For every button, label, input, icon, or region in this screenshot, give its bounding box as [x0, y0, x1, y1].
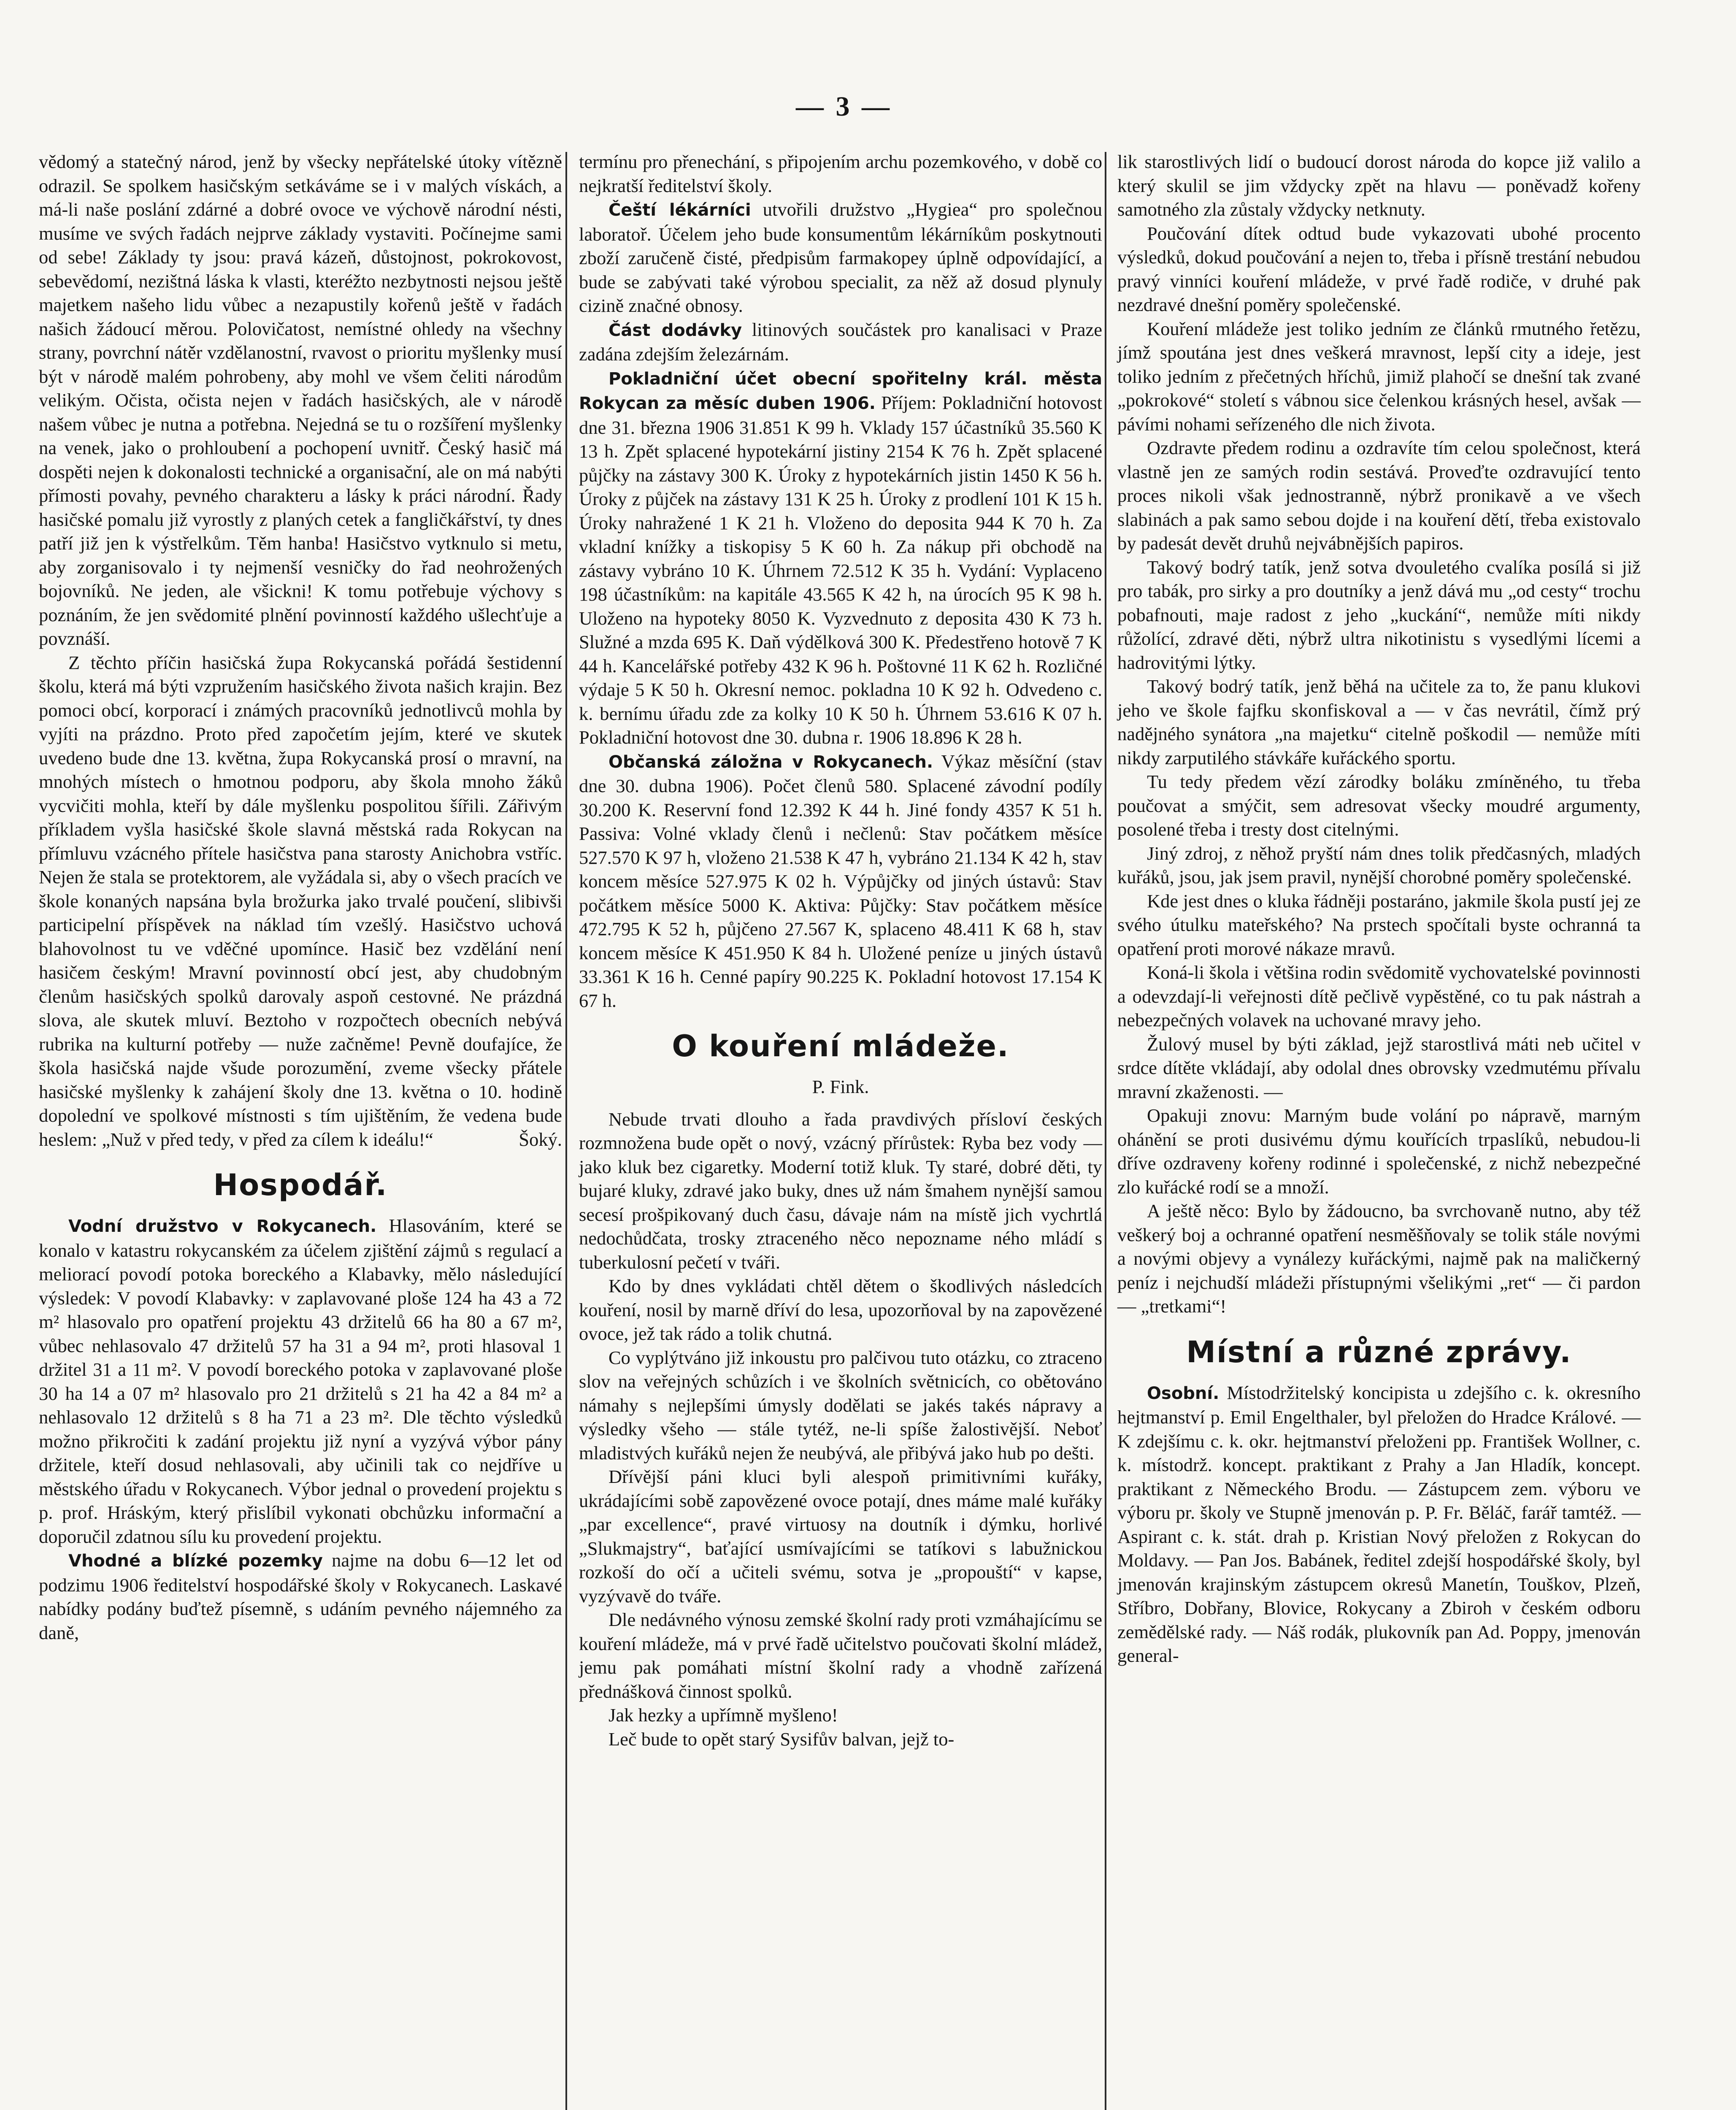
news-text: utvořili družstvo „Hygiea“ pro společnou laboratoř. Účelem jeho bude konsumentům lékárníkům poskytnouti zboží zaručeně čisté, předpisům farmakopey úplně odpovídající, a bude se zabývati také výrobou specialit, za něž až dosud plynuly cizině značné obnosy. — [579, 199, 1102, 316]
news-text: Místodržitelský koncipista u zdejšího c. k. okresního hejtmanství p. Emil Engelthaler, byl přeložen do Hradce Králové. — K zdejšímu c. k. okr. hejtmanství přeloženi pp. František Wollner, c. k. místodrž. koncept. praktikant z Prahy a Jan Hladík, koncept. praktikant z Německého Brodu. — Zástupcem zem. výboru ve výboru pr. školy ve Stupně jmenován p. P. Fr. Běláč, farář tamtéž. — Aspirant c. k. stát. drah p. Kristian Nový přeložen z Rokycan do Moldavy. — Pan Jos. Babánek, ředitel zdejší hospodářské školy, byl jmenován krajinským zástupcem okresů Manetín, Touškov, Plzeň, Stříbro, Dobřany, Blovice, Rokycany a Zbiroh v českém odboru zemědělské rady. — Náš rodák, plukovník pan Ad. Poppy, jmenován general- — [1117, 1382, 1641, 1666]
news-text: najme na dobu 6—12 let od podzimu 1906 ředitelství hospodářské školy v Rokycanech. Laskavé nabídky podány buďtež písemně, s udáním pevného nájemného za daně, — [39, 1550, 562, 1643]
article-paragraph: Opakuji znovu: Marným bude volání po nápravě, marným ohánění se proti dusivému dýmu kouřících trpaslíků, nebudou-li dříve ozdraveny kořeny rodinné i společenské, z nichž nebezpečné zlo kuřácké rodí se a množí. — [1117, 1105, 1641, 1198]
article-paragraph: Poučování dítek odtud bude vykazovati ubohé procento výsledků, dokud poučování a nejen to, třeba i přísně trestání nebudou pravý vinníci kouření mládeže, v prvé řadě rodiče, v druhé pak nezdravé dnešní poměry společenské. — [1117, 222, 1641, 315]
column-left — [39, 150, 562, 1645]
article-paragraph: Dle nedávného výnosu zemské školní rady proti vzmáhajícímu se kouření mládeže, má v prvé řadě učitelstvo poučovati školní mládež, jemu pak pomáhati místní školní rady a vhodně zařízená přednášková činnost spolků. — [579, 1609, 1102, 1702]
article-heading-koureni: O kouření mládeže. — [672, 1029, 1009, 1063]
news-text: Výkaz měsíční (stav dne 30. dubna 1906). Počet členů 580. Splacené závodní podíly 30.200 K. Reservní fond 12.392 K 44 h. Jiné fondy 4357 K 51 h. Passiva: Volné vklady členů i nečlenů: Stav počátkem měsíce 527.570 K 97 h, vloženo 21.538 K 47 h, vybráno 21.134 K 42 h, stav koncem měsíce 527.975 K 02 h. Výpůjčky od jiných ústavů: Stav počátkem měsíce 5000 K. Aktiva: Půjčky: Stav počátkem měsíce 472.795 K 52 h, půjčeno 27.567 K, splaceno 48.411 K 68 h, stav koncem měsíce K 451.950 K 84 h. Uložené peníze u jiných ústavů 33.361 K 16 h. Cenné papíry 90.225 K. Pokladní hotovost 17.154 K 67 h. — [579, 750, 1102, 1011]
news-lead: Občanská záložna v Rokycanech. — [608, 752, 933, 772]
news-item-lekarnici — [579, 197, 1102, 318]
article-paragraph — [39, 651, 562, 1152]
news-text: Příjem: Pokladniční hotovost dne 31. března 1906 31.851 K 99 h. Vklady 157 účastníků 35.560 K 13 h. Zpět splacené hypotekární jistiny 2154 K 76 h. Zpět splacené půjčky na zástavy 300 K. Úroky z hypotekárních jistin 1450 K 56 h. Úroky z půjček na zástavy 131 K 25 h. Úroky z prodlení 101 K 15 h. Úroky nahražené 1 K 21 h. Vloženo do deposita 944 K 70 h. Za vkladní knížky a tiskopisy 5 K 60 h. Za nákup při obchodě na zástavy vybráno 10 K. Úhrnem 72.512 K 35 h. Vydání: Vyplaceno 198 účastníkům: na kapitále 43.565 K 42 h, na úrocích 95 K 98 h. Uloženo na hypoteky 8050 K. Vyzvednuto z deposita 430 K 73 h. Služné a mzda 695 K. Daň výdělková 300 K. Předestřeno hotově 7 K 44 h. Kancelářské potřeby 432 K 96 h. Poštovné 11 K 62 h. Rozličné výdaje 5 K 50 h. Okresní nemoc. pokladna 10 K 92 h. Odvedeno c. k. bernímu úřadu zde za kolky 10 K 50 h. Úhrnem 53.616 K 07 h. Pokladniční hotovost dne 30. dubna r. 1906 18.896 K 28 h. — [579, 392, 1102, 748]
news-text: litinových součástek pro kanalisaci v Praze zadána zdejším železárnám. — [579, 319, 1102, 365]
news-lead: Osobní. — [1147, 1383, 1220, 1403]
news-item-vodni-druzstvo — [39, 1214, 562, 1548]
column-right — [1117, 150, 1641, 1668]
article-paragraph: Kouření mládeže jest toliko jedním ze článků rmutného řetězu, jímž spoutána jest dnes veškerá mravnost, lepší city a ideje, jest toliko jedním z přečetných hříchů, jimiž plahočí se dnešní tak zvané „pokrokové“ století s vábnou sice čelenkou krásných hesel, avšak — pávími nohami seřízeného dle nich života. — [1117, 318, 1641, 435]
article-paragraph: Co vyplýtváno již inkoustu pro palčivou tuto otázku, co ztraceno slov na veřejných schůzích i ve školních světnicích, co obětováno námahy s nejlepšími úmysly dodělati se jakés takés nápravy a výsledky všeho — stále tytéž, ne-li spíše žalostivější. Neboť mladistvých kuřáků nejen že neubývá, ale přibývá jako hub po dešti. — [579, 1347, 1102, 1463]
article-paragraph: Jak hezky a upřímně myšleno! — [608, 1704, 838, 1726]
news-lead: Čeští lékárníci — [608, 200, 751, 220]
news-lead: Vodní družstvo v Rokycanech. — [68, 1217, 377, 1236]
column-rule — [1105, 152, 1106, 2110]
article-paragraph: Tu tedy předem vězí zárodky boláku zmíněného, tu třeba poučovat a smýčit, sem adresovat všecky moudré argumenty, posolené třeba i tresty dost citelnými. — [1117, 771, 1641, 840]
column-rule — [565, 152, 567, 2110]
news-item-dodavka — [579, 318, 1102, 366]
article-paragraph: Kde jest dnes o kluka řádněji postaráno, jakmile škola pustí jej ze svého útulku mateřského? Na prstech spočítali byste ochranná ta opatření proti morové nákaze mravů. — [1117, 890, 1641, 959]
section-heading-zpravy: Místní a různé zprávy. — [1186, 1334, 1572, 1369]
paragraph-text: Z těchto příčin hasičská župa Rokycanská pořádá šestidenní školu, která má býti vzpružením hasičského života našich krajin. Bez pomoci obcí, korporací i známých pracovníků jednotlivců mohla by vyjíti na prázdno. Proto před započetím jejím, které ve skutek uvedeno bude dne 13. května, župa Rokycanská prosí o mravní, na mnohých místech o hmotnou podporu, aby škola mnoho žáků vycvičiti mohla, kteří by dále myšlenku pospolitou šířili. Zářivým příkladem vyšla hasičské škole slavná městská rada Rokycan na přímluvu vzácného přítele hasičstva pana starosty Anichobra vstříc. Nejen že stala se protektorem, ale vyžádala si, aby o všech pracích ve škole konaných napsána byla brožurka jako trvalé poučení, slibivši participelní příspěvek na náklad tím vzešlý. Hasičstvo uchová blahovolnost tu ve vděčné upomínce. Hasič bez vzdělání není hasičem českým! Mravní povinností obcí jest, aby chudobným členům hasičských spolků darovaly aspoň cestovné. Ne prázdná slova, ale skutek mluví. Beztoho v rozpočtech obecních nebývá rubrika na kulturní potřeby — nuže začněme! Pevně doufajíce, že škola hasičská najde všude porozumění, zveme všecky přátele hasičské myšlenky k zahájení školy dne 13. května o 10. hodině dopolední ve spolkové místnosti s tím ujištěním, že vedena bude heslem: „Nuž v před tedy, v před za cílem k ideálu!“ — [39, 652, 562, 1150]
article-paragraph: Koná-li škola i většina rodin svědomitě vychovatelské povinnosti a odevzdají-li veřejnosti dítě pečlivě vypěstěné, co tu pak nástrah a nebezpečných volavek na uchované mravy jeho. — [1117, 962, 1641, 1031]
article-paragraph: Žulový musel by býti základ, jejž starostlivá máti neb učitel v srdce dítěte vkládají, aby odolal dnes obrovsky vzedmutému přívalu mravní zkaženosti. — — [1117, 1033, 1641, 1102]
article-paragraph: Takový bodrý tatík, jenž sotva dvouletého cvalíka posílá si již pro tabák, pro sirky a pro doutníky a jenž dává mu „od cesty“ trochu pobafnouti, maje radost z jeho „kuckání“, nemůže míti nikdy růžolící, zdravé děti, nýbrž ultra nikotinistu s vysedlými lícemi a hadrovitými lýtky. — [1117, 556, 1641, 673]
news-item-zalozna — [579, 749, 1102, 1013]
article-paragraph: Ozdravte předem rodinu a ozdravíte tím celou společnost, která vlastně jen ze samých rodin sestává. Proveďte ozdravující tento proces nikoli však jednostranně, nýbrž pronikavě a ve všech slabinách a pak samo sebou dojde i na kouření dětí, třeba existovalo by padesát devět druhů nejvábnějších papiros. — [1117, 437, 1641, 554]
author-signature: Šoký. — [519, 1128, 562, 1150]
news-lead: Pokladniční účet obecní spořitelny král. města Rokycan za měsíc duben 1906. — [579, 369, 1102, 413]
section-heading-hospodar: Hospodář. — [213, 1168, 388, 1202]
article-author: P. Fink. — [812, 1076, 869, 1097]
article-continuation: vědomý a statečný národ, jenž by všecky nepřátelské útoky vítězně odrazil. Se spolkem hasičským setkáváme se i v malých vískách, a má-li naše poslání zdárné a dobré ovoce ve výchově národní nésti, musíme ve svých řadách nejprve základy vystaviti. Počínejme sami od sebe! Základy ty jsou: pravá kázeň, důstojnost, pokrokovost, sebevědomí, nezištná láska k vlasti, kteréžto nezbytnosti nejsou ještě majetkem našeho lidu vůbec a nezapustily kořenů ještě v řadách našich žádoucí měrou. Polovičatost, nemístné ohledy na všechny strany, povrchní nátěr vzdělanostní, rvavost o prioritu myšlenky musí být v národě malém pohrobeny, aby mohl ve všem čeliti národům velikým. Očista, očista nejen v řadách hasičských, ale v národě našem vůbec je nutna a potřebna. Nejedná se tu o rozšíření myšlenky na venek, jako o prohloubení a pochopení uvnitř. Český hasič má dospěti nejen k dokonalosti technické a organisační, ale on má nabýti přímosti povahy, pevného charakteru a lásky k práci národní. Řady hasičské pomalu již vyrostly z planých cetek a fangličkářství, ty dnes patří již jen k výstřelkům. Těm hanba! Hasičstvo vytknulo si metu, aby zorganisovalo i ty nejmenší vesničky do řad neohrožených bojovníků. Ne jeden, ale všickni! K tomu potřebuje výchovy s poznáním, že jen svědomité plnění povinností každého ušlechťuje a povznáší. — [39, 151, 562, 649]
page-number: — 3 — — [796, 91, 892, 122]
article-paragraph: A ještě něco: Bylo by žádoucno, ba svrchovaně nutno, aby též veškerý boj a ochranné opatření nesměšňovaly se tolik stále novými a novými objevy a vynálezy kuřáckými, najmě pak na maličkerný peníz i nejchudší mládeži přístupnými všelikými „ret“ — či pardon — „tretkami“! — [1117, 1200, 1641, 1317]
article-paragraph: Jiný zdroj, z něhož pryští nám dnes tolik předčasných, mladých kuřáků, jsou, jak jsem pravil, nynější chorobné poměry společenské. — [1117, 842, 1641, 887]
article-continuation: lik starostlivých lidí o budoucí dorost národa do kopce již valilo a který skulil se jim vždycky zpět na hlavu — poněvadž kořeny samotného zla zůstaly vždycky netknuty. — [1117, 151, 1641, 220]
news-item-osobni — [1117, 1381, 1641, 1668]
news-item-sporitelna — [579, 366, 1102, 749]
article-paragraph: Dřívější páni kluci byli alespoň primitivními kuřáky, ukrádajícími sobě zapovězené ovoce potají, dnes máme malé kuřáky „par excellence“, pravé virtuosy na doutník i dýmku, horlivé „Slukmajstry“, baťající usmívajícími se tatíkovi s labužnickou rozkoší do očí a učiteli svému, sotva je „propouští“ v kapse, vyzývavě do tváře. — [579, 1466, 1102, 1607]
article-paragraph: Takový bodrý tatík, jenž běhá na učitele za to, že panu klukovi jeho ve škole fajfku skonfiskoval a — v čas nevrátil, čímž prý nadějného synátora „na majetku“ citelně poškodil — nemůže míti nikdy zarputilého stávkáře kuřáckého sportu. — [1117, 676, 1641, 768]
news-text: Hlasováním, které se konalo v katastru rokycanském za účelem zjištění zájmů s regulací a meliorací povodí potoka boreckého a Klabavky, mělo následující výsledek: V povodí Klabavky: v zaplavované ploše 124 ha 43 a 72 m² hlasovalo pro opatření projektu 43 držitelů 66 ha 80 a 67 m², vůbec nehlasovalo 47 držitelů 57 ha 31 a 94 m², proti hlasoval 1 držitel 31 a 11 m². V povodí boreckého potoka v zaplavované ploše 30 ha 14 a 07 m² hlasovalo pro 21 držitelů s 21 ha 42 a 84 m² a nehlasovalo 12 držitelů s 8 ha 71 a 23 m². Dle těchto výsledků možno přikročiti k zadání projektu již nyní a vyzývá výbor pány držitele, kteří dosud nehlasovali, aby učinili tak co nejdříve u městského úřadu v Rokycanech. Výbor jednal o provedení projektu s p. prof. Hráským, který přislíbil vykonati obchůzku informační a doporučil zdatnou sílu ku provedení projektu. — [39, 1215, 562, 1547]
news-lead: Vhodné a blízké pozemky — [68, 1551, 323, 1571]
column-middle — [579, 150, 1102, 1751]
news-lead: Část dodávky — [608, 320, 742, 340]
article-paragraph: Leč bude to opět starý Sysifův balvan, jejž to- — [608, 1728, 955, 1750]
article-paragraph: Nebude trvati dlouho a řada pravdivých přísloví českých rozmnožena bude opět o nový, vzácný přírůstek: Ryba bez vody — jako kluk bez cigaretky. Moderní totiž kluk. Ty staré, dobré děti, ty bujaré kluky, zdravé jako buky, dnes už nám šmahem nynější samou secesí prošpikovaný duch času, dávaje nám na místě jich vychrtlá nedochůdčata, trosky ztraceného něco nepozname ného mládí s tuberkulosní pečetí v tváři. — [579, 1108, 1102, 1273]
news-item-pozemky — [39, 1548, 562, 1645]
news-continuation: termínu pro přenechání, s připojením archu pozemkového, v době co nejkratší ředitelství školy. — [579, 151, 1102, 196]
article-paragraph: Kdo by dnes vykládati chtěl dětem o škodlivých následcích kouření, nosil by marně dříví do lesa, upozorňoval by na zapovězené ovoce, jež tak rádo a tolik chutná. — [579, 1275, 1102, 1344]
